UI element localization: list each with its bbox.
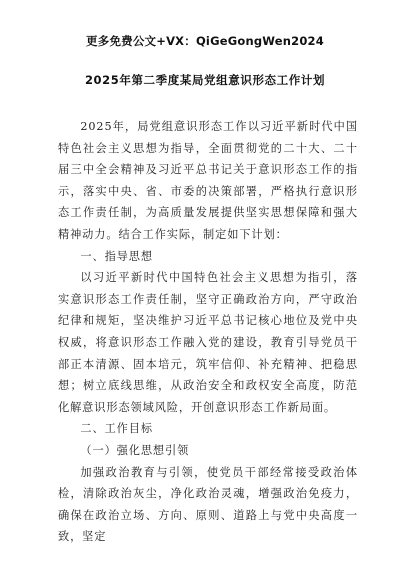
section-2-subheading: （一）强化思想引领: [80, 443, 190, 457]
section-2-paragraph: 加强政治教育与引领，使党员干部经常接受政治体检，清除政治灰尘，净化政治灵魂，增强政治免疫力，确保在政治立场、方向、原则、道路上与党中央高度一致，坚定: [58, 465, 358, 544]
header-note: 更多免费公文+VX：QiGeGongWen2024: [86, 34, 324, 48]
section-1-paragraph: 以习近平新时代中国特色社会主义思想为指引，落实意识形态工作责任制，坚守正确政治方向，严守政治纪律和规矩，坚决维护习近平总书记核心地位及党中央权威，将意识形态工作融入党的建设，教育引导党员干部正本清源、固本培元，筑牢信仰、补充精神、把稳思想；树立底线思维，从政治安全和政权安全高度，防范化解意识形态领域风险，开创意识形态工作新局面。: [58, 271, 358, 414]
section-1-heading: 一、指导思想: [80, 249, 153, 263]
section-2-heading: 二、工作目标: [80, 422, 153, 436]
document-body: [58, 116, 358, 548]
document-title: 2025年第二季度某局党组意识形态工作计划: [84, 73, 326, 87]
intro-paragraph: 2025年，局党组意识形态工作以习近平新时代中国特色社会主义思想为指导，全面贯彻党的二十大、二十届三中全会精神及习近平总书记关于意识形态工作的指示，落实中央、省、市委的决策部署，严格执行意识形态工作责任制，为高质量发展提供坚实思想保障和强大精神动力。结合工作实际，制定如下计划：: [58, 120, 358, 241]
